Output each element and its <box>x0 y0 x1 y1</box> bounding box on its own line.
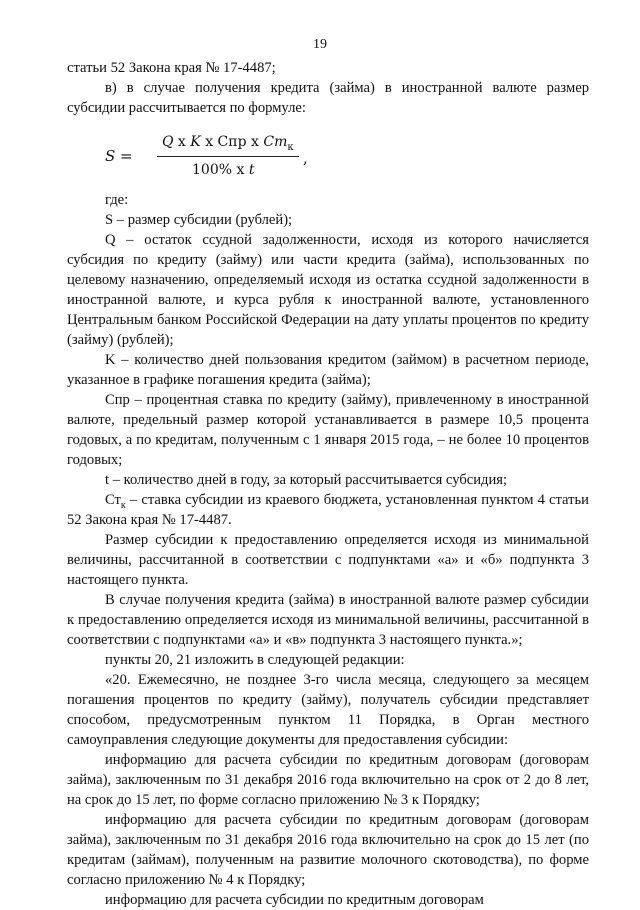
paragraph-item-v: в) в случае получения кредита (займа) в иностранной валюте размер субсидии рассчитывается по формуле: <box>67 80 589 116</box>
paragraph-def-t: t – количество дней в году, за который рассчитывается субсидия; <box>105 472 508 488</box>
fraction-bar <box>157 156 299 157</box>
document-body <box>67 58 589 910</box>
paragraph-point-20: «20. Ежемесячно, не позднее 3-го числа месяца, следующего за месяцем погашения процентов по кредиту (займу), получатель субсидии представляет способом, предусмотренным пунктом 11 Порядка, в Орган местного самоуправления следующие документы для предоставления субсидии: <box>67 672 589 748</box>
formula-denominator <box>192 160 254 180</box>
formula-k: K <box>190 134 201 150</box>
subsidy-formula <box>67 126 589 184</box>
formula-st: Ст <box>263 134 288 150</box>
paragraph-foreign-currency: В случае получения кредита (займа) в иностранной валюте размер субсидии к предоставлению определяется исходя из минимальной величины, рассчитанной в соответствии с подпунктами «а» и «в» подпункта 3 настоящего пункта.»; <box>67 592 589 648</box>
paragraph-info-1: информацию для расчета субсидии по кредитным договорам (договорам займа), заключенным по 31 декабря 2016 года включительно на срок от 2 до 8 лет, на срок до 15 лет, по форме согласно приложению № 3 к Порядку; <box>67 752 589 808</box>
paragraph-points-20-21: пункты 20, 21 изложить в следующей редакции: <box>105 652 405 668</box>
paragraph-where: где: <box>105 192 129 208</box>
stk-symbol: Ст <box>105 492 121 508</box>
formula-times-1: x <box>173 134 191 150</box>
formula-lhs: S = <box>105 147 133 165</box>
paragraph-info-2: информацию для расчета субсидии по кредитным договорам (договорам займа), заключенным по 31 декабря 2016 года включительно на срок до 15 лет (по кредитам (займам), полученным на развитие молочного скотоводства), по форме согласно приложению № 4 к Порядку; <box>67 812 589 888</box>
formula-t: t <box>248 162 255 178</box>
paragraph-def-s: S – размер субсидии (рублей); <box>105 212 293 228</box>
paragraph-def-spr: Спр – процентная ставка по кредиту (займу), привлеченному в иностранной валюте, предельный размер которой устанавливается в размере 10,5 процента годовых, а по кредитам, полученным с 1 января 2015 года, – не более 10 процентов годовых; <box>67 392 589 468</box>
paragraph-def-stk <box>67 490 589 530</box>
paragraph-def-q: Q – остаток ссудной задолженности, исходя из которого начисляется субсидия по кредиту (займу) или части кредита (займа), использованных по целевому назначению, определяемый исходя из остатка ссудной задолженности в иностранной валюте, и курса рубля к иностранной валюте, установленного Центральным банком Российской Федерации на дату уплаты процентов по кредиту (займу) (рублей); <box>67 232 589 348</box>
formula-st-sub: к <box>287 141 294 153</box>
formula-numerator <box>162 132 294 152</box>
stk-subscript: к <box>120 499 126 511</box>
formula-q: Q <box>162 134 174 150</box>
paragraph-continuation: статьи 52 Закона края № 17-4487; <box>67 60 276 76</box>
formula-comma: , <box>303 149 308 167</box>
paragraph-def-k: K – количество дней пользования кредитом (займом) в расчетном периоде, указанное в графике погашения кредита (займа); <box>67 352 589 388</box>
page-number: 19 <box>313 37 327 52</box>
paragraph-info-3: информацию для расчета субсидии по кредитным договорам <box>105 892 484 908</box>
paragraph-min-size: Размер субсидии к предоставлению определяется исходя из минимальной величины, рассчитанной в соответствии с подпунктами «а» и «б» подпункта 3 настоящего пункта. <box>67 532 589 588</box>
formula-times-2: x <box>232 162 249 178</box>
stk-definition: – ставка субсидии из краевого бюджета, установленная пунктом 4 статьи 52 Закона края № 17-4487. <box>67 492 589 528</box>
formula-percent: 100% <box>192 162 233 178</box>
formula-spr: x Спр x <box>200 134 264 150</box>
